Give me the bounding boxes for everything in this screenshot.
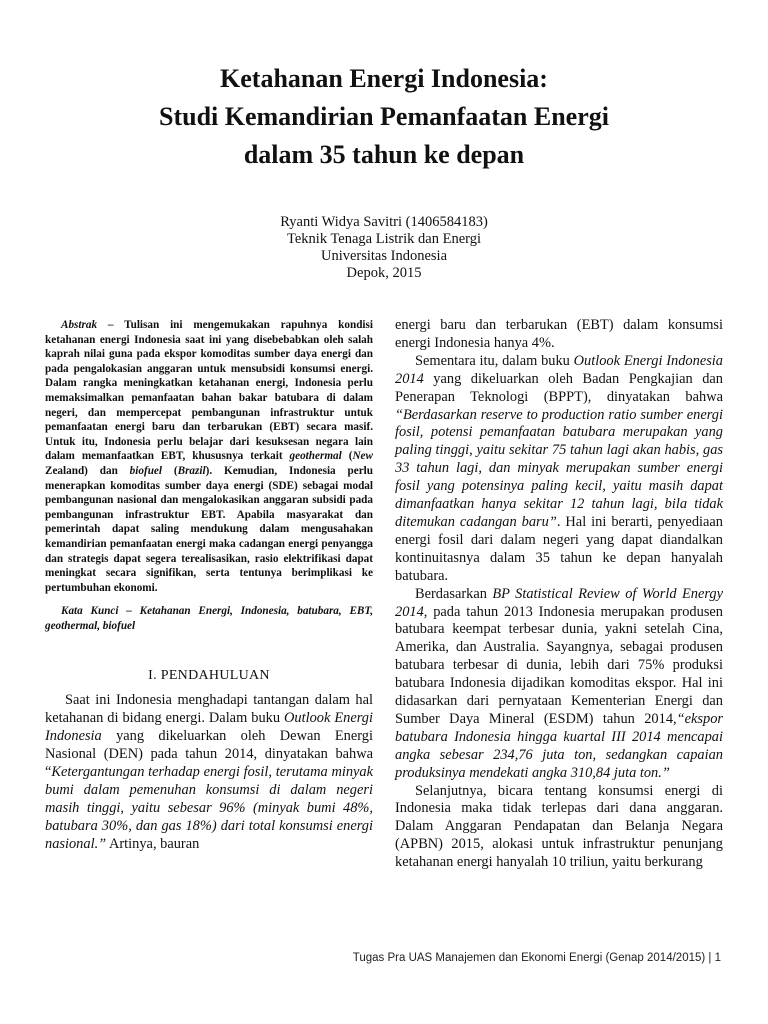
abstract-geothermal: geothermal [289, 450, 342, 463]
page-footer: Tugas Pra UAS Manajemen dan Ekonomi Energi (Genap 2014/2015) | 1 [352, 952, 721, 964]
paragraph: energi baru dan terbarukan (EBT) dalam konsumsi energi Indonesia hanya 4%. [395, 317, 723, 351]
author-univ: Universitas Indonesia [320, 248, 448, 264]
abstract-text: Tulisan ini mengemukakan rapuhnya kondisi ketahanan energi Indonesia saat ini yang disebebabkan oleh salah kaprah nilai guna pada ekspor komoditas sumber daya energi dan pada pengalokasian anggaran untuk mensubsidi konsumsi energi. Dalam rangka meningkatkan ketahanan energi, Indonesia perlu memaksimalkan pemanfaatan bahan bakar batubara di dalam negeri, dan mempercepat pembangunan infrastruktur untuk pemanfaatan energi baru dan terbarukan (EBT) secara masif. Untuk itu, Indonesia perlu belajar dari kesuksesan negara lain dalam memanfaatkan EBT, khususnya terkait [45, 319, 373, 463]
abstract-biofuel: biofuel [129, 464, 162, 477]
abstract-text: ( [162, 464, 178, 477]
left-column [45, 318, 373, 854]
abstract-text: Zealand) dan [45, 464, 130, 477]
author-place: Depok, 2015 [346, 265, 422, 281]
title-line-1: Ketahanan Energi Indonesia: [220, 64, 548, 93]
abstract-nz: New [352, 450, 373, 463]
paper-title [0, 60, 768, 174]
keywords: Kata Kunci – Ketahanan Energi, Indonesia, batubara, EBT, geothermal, biofuel [45, 605, 373, 632]
paragraph: Saat ini Indonesia menghadapi tantangan dalam hal ketahanan di bidang energi. Dalam buku Outlook Energi Indonesia yang dikeluarkan oleh Dewan Energi Nasional (DEN) pada tahun 2014, dinyatakan bahwa “Ketergantungan terhadap energi fosil, terutama minyak bumi dalam pemenuhan konsumsi di dalam negeri masih tinggi, yaitu sebesar 96% (minyak bumi 48%, batubara 30%, dan gas 18%) dari total konsumsi energi nasional.” Artinya, bauran [45, 692, 373, 852]
abstract-text: ( [341, 450, 353, 463]
abstract-dash: – [97, 319, 125, 331]
title-line-2: Studi Kemandirian Pemanfaatan Energi [159, 102, 609, 131]
abstract [45, 318, 373, 595]
paragraph: Selanjutnya, bicara tentang konsumsi energi di Indonesia maka tidak terlepas dari dana anggaran. Dalam Anggaran Pendapatan dan Belanja Negara (APBN) 2015, alokasi untuk infrastruktur penunjang ketahanan energi hanyalah 10 triliun, yaitu berkurang [395, 782, 723, 871]
section-heading: I. PENDAHULUAN [148, 668, 270, 684]
title-line-3: dalam 35 tahun ke depan [243, 140, 525, 169]
author-dept: Teknik Tenaga Listrik dan Energi [287, 231, 481, 247]
author-name: Ryanti Widya Savitri (1406584183) [280, 214, 488, 230]
paragraph: Berdasarkan BP Statistical Review of World Energy 2014, pada tahun 2013 Indonesia merupakan produsen batubara keempat terbesar dunia, yakni setelah Cina, Amerika, dan Australia. Sayangnya, sebagai produsen batubara terbesar di dunia, lebih dari 75% produksi batubara Indonesia dijadikan komoditas ekspor. Hal ini didasarkan dari pernyataan Kementerian Energi dan Sumber Daya Mineral (ESDM) tahun 2014,“ekspor batubara Indonesia hingga kuartal III 2014 mencapai angka sebesar 234,76 juta ton, sedangkan capaian produksinya mendekati angka 310,84 juta ton.” [395, 585, 723, 781]
author-block [0, 214, 768, 282]
abstract-brazil: Brazil [177, 464, 206, 477]
right-column [395, 317, 723, 872]
paragraph: Sementara itu, dalam buku Outlook Energi Indonesia 2014 yang dikeluarkan oleh Badan Pengkajian dan Penerapan Teknologi (BPPT), dinyatakan bahwa “Berdasarkan reserve to production ratio sumber energi fosil, potensi pemanfaatan batubara merupakan yang paling tinggi, yaitu sekitar 75 tahun lagi akan habis, gas 33 tahun lagi, dan minyak merupakan sumber energi fosil yang potensinya paling kecil, yaitu masih dapat dimanfaatkan hanya sekitar 12 tahun lagi, bila tidak ditemukan cadangan baru”. Hal ini berarti, penyediaan energi fosil dari dalam negeri yang dapat diandalkan kontinuitasnya dalam 35 tahun ke depan hanyalah batubara. [395, 352, 723, 584]
abstract-text: ). Kemudian, Indonesia perlu menerapkan komoditas sumber daya energi (SDE) sebagai modal pembangunan nasional dan mengalokasikan anggaran subsidi pada pembangunan infrastruktur EBT. Apabila masyarakat dan pemerintah dapat saling mendukung dalam mengusahakan kemandirian pemanfaatan energi maka cadangan energi penyangga dan strategis dapat segera terealisasikan, rasio elektrifikasi dapat meningkat secara signifikan, serta tentunya berimplikasi ke pertumbuhan ekonomi. [45, 464, 373, 594]
abstract-label: Abstrak [61, 319, 98, 331]
